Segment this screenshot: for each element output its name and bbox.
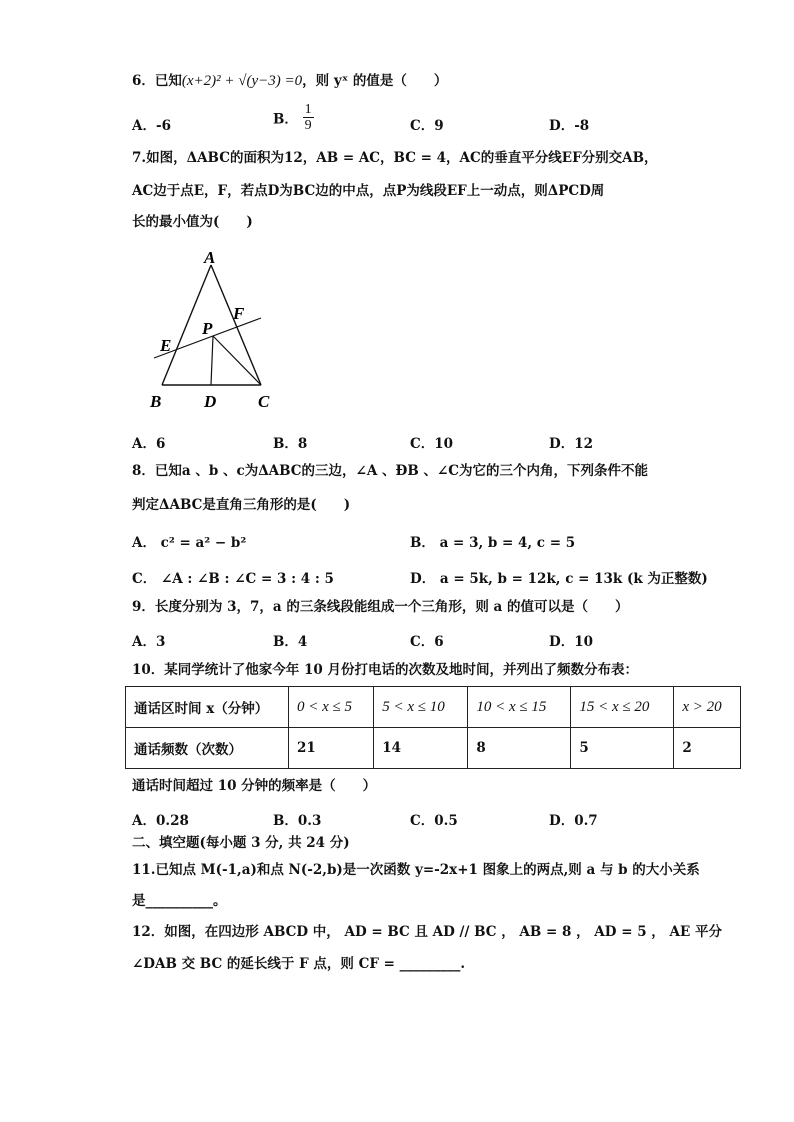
table-cell-count: 2	[674, 728, 741, 769]
q10-line-1: 10．某同学统计了他家今年 10 月份打电话的次数及地时间，并列出了频数分布表：	[132, 662, 638, 678]
q10-option-a: A．0.28	[132, 813, 189, 829]
q8-option-a: A． c² = a² − b²	[132, 535, 247, 551]
q10-question: 通话时间超过 10 分钟的频率是（ ）	[132, 778, 377, 794]
q6-stem	[132, 72, 447, 90]
q9-options	[132, 630, 752, 648]
table-cell-count: 5	[571, 728, 674, 769]
q6-option-c: C．9	[410, 118, 444, 134]
q12-line-1: 12．如图，在四边形 ABCD 中， AD = BC 且 AD // BC ， AB = 8 ， AD = 5 ， AE 平分	[132, 924, 722, 940]
q6-option-d: D．-8	[549, 118, 590, 134]
q8-option-d: D． a = 5k, b = 12k, c = 13k (k 为正整数)	[410, 571, 708, 587]
label-C: C	[258, 392, 270, 411]
table-cell-interval: x > 20	[674, 687, 741, 728]
segment-PC	[213, 336, 261, 385]
q7-option-b: B．8	[273, 436, 308, 452]
frequency-table	[125, 686, 741, 769]
q8-options-row-2	[132, 567, 752, 585]
label-D: D	[204, 392, 217, 411]
table-cell-interval: 0 < x ≤ 5	[289, 687, 374, 728]
table-row-counts	[126, 728, 741, 769]
q6-stem-pre: 6．已知	[132, 73, 182, 89]
q11-line-1: 11.已知点 M(-1,a)和点 N(-2,b)是一次函数 y=-2x+1 图象上的两点,则 a 与 b 的大小关系	[132, 862, 700, 878]
table-cell-interval: 15 < x ≤ 20	[571, 687, 674, 728]
q8-option-b: B． a = 3, b = 4, c = 5	[410, 535, 576, 551]
label-A: A	[204, 248, 216, 267]
table-header-interval: 通话区时间 x（分钟）	[126, 687, 289, 728]
label-P: P	[202, 319, 213, 338]
q6-stem-post: ，则 yˣ 的值是（ ）	[302, 73, 448, 89]
label-F: F	[233, 304, 245, 323]
table-cell-count: 8	[468, 728, 571, 769]
table-cell-count: 21	[289, 728, 374, 769]
q6-option-b-numerator: 1	[304, 102, 312, 117]
q8-options-row-1	[132, 531, 752, 549]
q10-option-c: C．0.5	[410, 813, 458, 829]
q6-option-b-fraction	[303, 102, 314, 133]
table-cell-interval: 5 < x ≤ 10	[374, 687, 468, 728]
q6-options	[132, 102, 752, 134]
table-header-count: 通话频数（次数）	[126, 728, 289, 769]
q9-line-1: 9．长度分别为 3，7，a 的三条线段能组成一个三角形，则 a 的值可以是（ ）	[132, 599, 629, 615]
q9-option-a: A．3	[132, 634, 166, 650]
q7-triangle-figure	[140, 245, 280, 415]
q7-options	[132, 432, 752, 450]
q7-line-3: 长的最小值为( )	[132, 214, 253, 230]
q8-line-2: 判定ΔABC是直角三角形的是( )	[132, 497, 351, 513]
q11-line-2: 是__________。	[132, 893, 227, 909]
table-cell-count: 14	[374, 728, 468, 769]
q12-line-2: ∠DAB 交 BC 的延长线于 F 点，则 CF = _________.	[132, 956, 466, 972]
q7-line-2: AC边于点E，F，若点D为BC边的中点，点P为线段EF上一动点，则ΔPCD周	[132, 183, 605, 199]
q6-option-b-label: B．	[273, 111, 298, 128]
q10-option-d: D．0.7	[549, 813, 598, 829]
q8-line-1: 8．已知a 、b 、c为ΔABC的三边，∠A 、ÐB 、∠C为它的三个内角，下列条件不能	[132, 463, 649, 479]
q6-option-b	[273, 102, 314, 133]
q7-option-c: C．10	[410, 436, 454, 452]
q10-options	[132, 809, 752, 827]
q8-option-c: C． ∠A : ∠B : ∠C = 3 : 4 : 5	[132, 571, 334, 587]
label-E: E	[160, 336, 172, 355]
q6-expression: (x+2)² + √(y−3) =0	[181, 73, 303, 89]
q7-option-a: A．6	[132, 436, 166, 452]
q7-option-d: D．12	[549, 436, 593, 452]
table-row-intervals	[126, 687, 741, 728]
segment-AC	[211, 265, 261, 385]
section-2-title: 二、填空题(每小题 3 分, 共 24 分)	[132, 835, 350, 851]
q10-option-b: B．0.3	[273, 813, 322, 829]
q9-option-b: B．4	[273, 634, 308, 650]
q6-option-a: A．-6	[132, 118, 171, 134]
table-cell-interval: 10 < x ≤ 15	[468, 687, 571, 728]
segment-PD	[211, 336, 213, 385]
q9-option-d: D．10	[549, 634, 593, 650]
q6-option-b-denominator: 9	[304, 118, 312, 133]
label-B: B	[150, 392, 162, 411]
q7-line-1: 7.如图，ΔABC的面积为12，AB = AC，BC = 4，AC的垂直平分线EF分别交AB，	[132, 150, 658, 166]
q9-option-c: C．6	[410, 634, 444, 650]
